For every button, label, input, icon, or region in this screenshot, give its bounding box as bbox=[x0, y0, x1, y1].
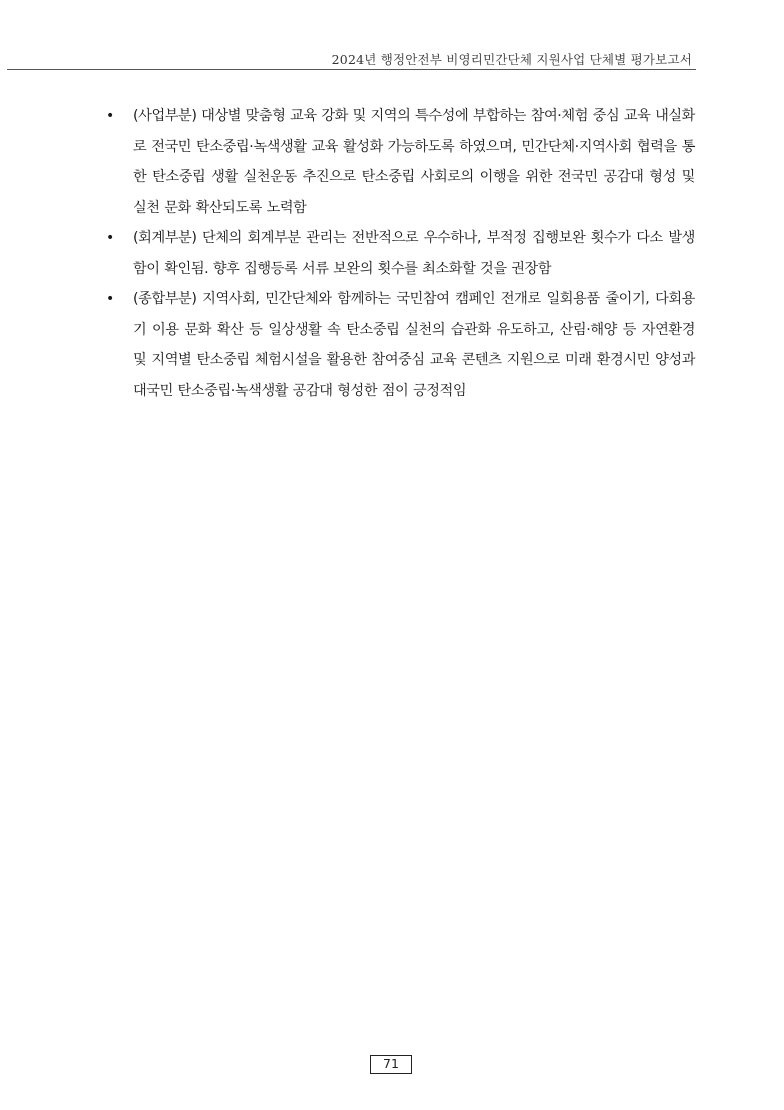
bullet-item-accounting bbox=[104, 223, 695, 284]
bullet-text-overall: (종합부분) 지역사회, 민간단체와 함께하는 국민참여 캠페인 전개로 일회용품 줄이기, 다회용기 이용 문화 확산 등 일상생활 속 탄소중립 실천의 습관화 유도하고, 산림·해양 등 자연환경 및 지역별 탄소중립 체험시설을 활용한 참여중심 교육 콘텐츠 지원으로 미래 환경시민 양성과 대국민 탄소중립·녹색생활 공감대 형성한 점이 긍정적임 bbox=[133, 291, 695, 399]
bullet-icon: • bbox=[106, 230, 114, 246]
bullet-icon: • bbox=[106, 291, 114, 307]
running-header-title: 2024년 행정안전부 비영리민간단체 지원사업 단체별 평가보고서 bbox=[331, 52, 692, 67]
page-number: 71 bbox=[370, 1055, 412, 1074]
bullet-icon: • bbox=[106, 108, 114, 124]
bullet-text-business: (사업부분) 대상별 맞춤형 교육 강화 및 지역의 특수성에 부합하는 참여·체험 중심 교육 내실화로 전국민 탄소중립·녹색생활 교육 활성화 가능하도록 하였으며, 민간단체·지역사회 협력을 통한 탄소중립 생활 실천운동 추진으로 탄소중립 사회로의 이행을 위한 전국민 공감대 형성 및 실천 문화 확산되도록 노력함 bbox=[133, 108, 695, 216]
bullet-text-accounting: (회계부분) 단체의 회계부분 관리는 전반적으로 우수하나, 부적정 집행보완 횟수가 다소 발생함이 확인됨. 향후 집행등록 서류 보완의 횟수를 최소화할 것을 권장함 bbox=[133, 230, 695, 277]
evaluation-summary-list bbox=[104, 101, 695, 406]
header-divider bbox=[7, 69, 696, 70]
bullet-item-overall bbox=[104, 284, 695, 406]
bullet-item-business bbox=[104, 101, 695, 223]
